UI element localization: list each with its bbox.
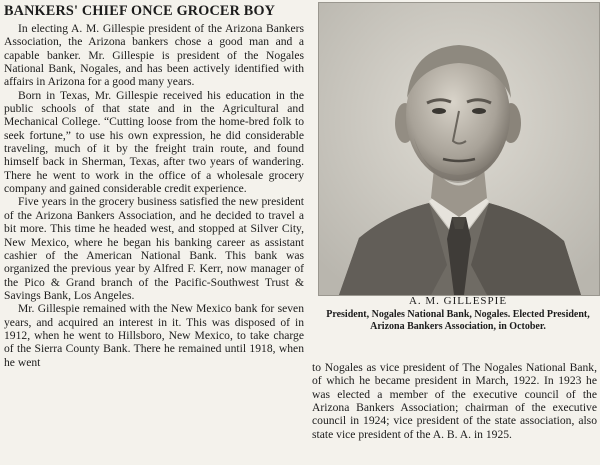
article-paragraph-3: Five years in the grocery business satisfied the new president of the Arizona Bankers Association, and he decided to travel a bit more. This time he headed west, and stopped at Silver City, New Mexico, where he began his banking career as assistant cashier of the American National Bank. This bank was organized the previous year by Alfred F. Kerr, now manager of the Pico & Grand branch of the Pacific-Southwest Trust & Savings Bank, Los Angeles. [4, 195, 304, 302]
caption-title: President, Nogales National Bank, Nogales. Elected President, Arizona Bankers Association, in October. [326, 308, 590, 332]
article-right-column [312, 361, 597, 441]
article-paragraph-4: Mr. Gillespie remained with the New Mexico bank for seven years, and acquired an interest in it. This was disposed of in 1912, when he went to Hillsboro, New Mexico, to take charge of the Sierra County Bank. There he remained until 1918, when he went [4, 302, 304, 369]
article-left-column [4, 22, 304, 369]
article-headline: BANKERS' CHIEF ONCE GROCER BOY [4, 3, 276, 19]
article-paragraph-2: Born in Texas, Mr. Gillespie received his education in the public schools of that state and in the Agricultural and Mechanical College. “Cutting loose from the home-bred folk to seek fortune,” to use his own expression, he did considerable traveling, much of it by the freight train route, and found himself back in Sherman, Texas, after two years of wandering. There he went to work in the office of a wholesale grocery company and gained considerable credit experience. [4, 88, 304, 196]
portrait-photo [318, 2, 600, 296]
photo-caption [318, 296, 598, 332]
portrait-illustration [319, 3, 599, 295]
article-paragraph-1: In electing A. M. Gillespie president of the Arizona Bankers Association, the Arizona bankers chose a good man and a capable banker. Mr. Gillespie is president of the Nogales National Bank, Nogales, and has been actively identified with affairs in Arizona for a good many years. [4, 22, 304, 89]
caption-name: A. M. GILLESPIE [408, 295, 508, 307]
article-paragraph-5: to Nogales as vice president of The Nogales National Bank, of which he became president in March, 1922. In 1923 he was elected a member of the executive council of the Arizona Bankers Association; chairman of the executive council in 1924; vice president of the state association, also state vice president of the A. B. A. in 1925. [312, 361, 597, 441]
